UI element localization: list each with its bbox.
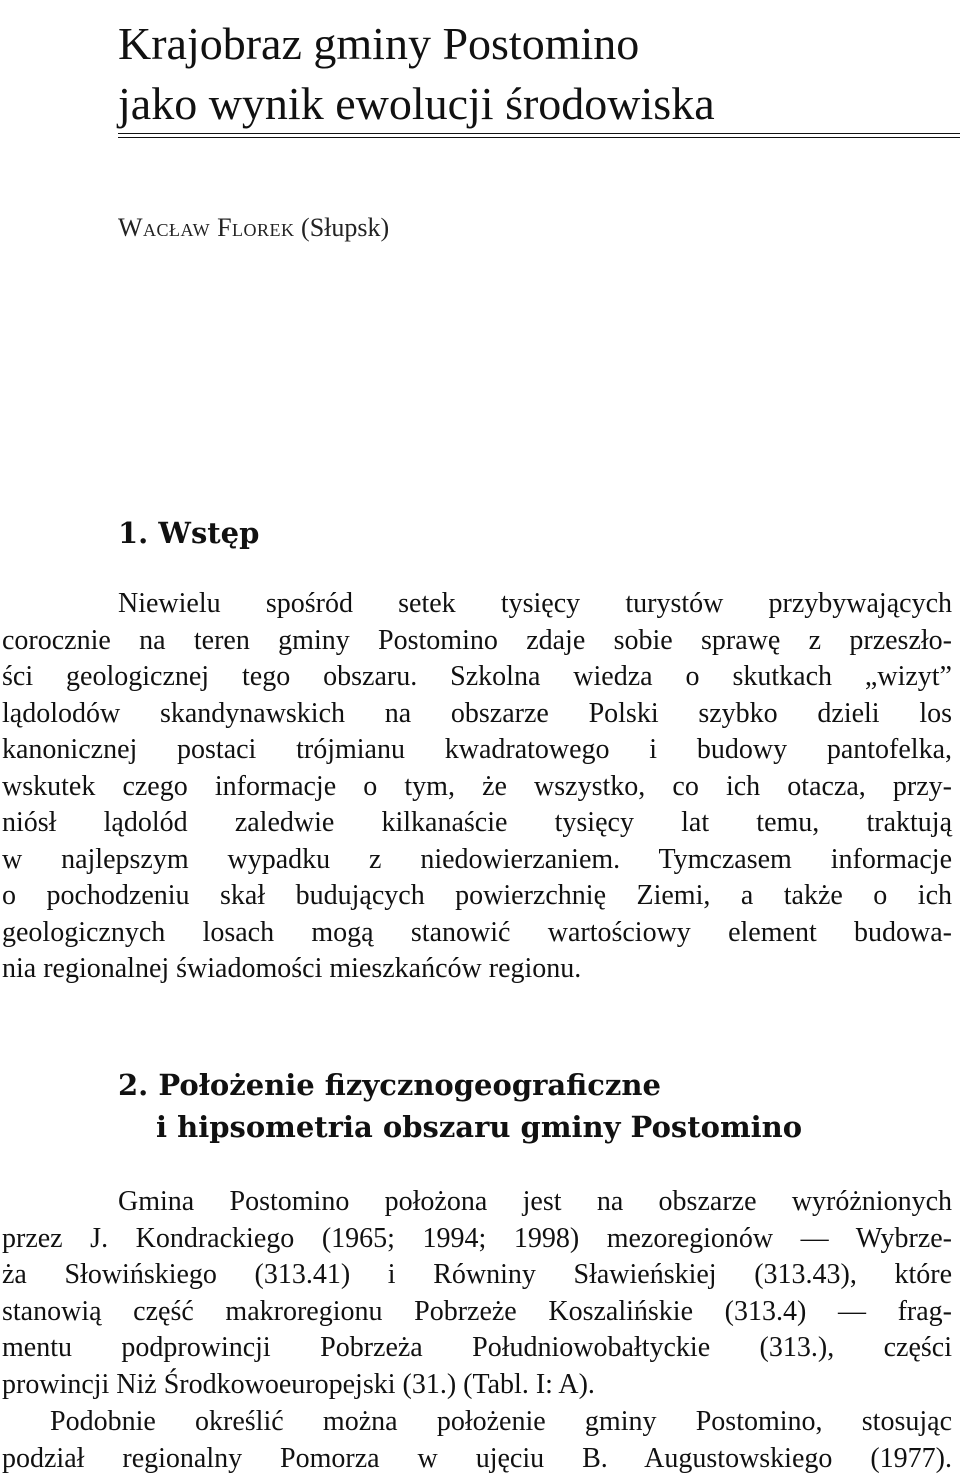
text-line: niósł lądolód zaledwie kilkanaście tysięcy lat temu, traktują	[2, 807, 952, 838]
regional-division-paragraph	[2, 1404, 952, 1477]
intro-paragraph	[2, 586, 952, 988]
text-line: wskutek czego informacje o tym, że wszystko, co ich otacza, przy-	[2, 770, 952, 802]
author-name: Wacław Florek	[118, 213, 295, 242]
title-line-1: Krajobraz gminy Postomino	[118, 18, 640, 69]
text-line: Gmina Postomino położona jest na obszarze wyróżnionych	[118, 1186, 952, 1217]
text-line: Podobnie określić można położenie gminy Postomino, stosując	[50, 1406, 952, 1437]
section-heading-line-2: i hipsometria obszaru gminy Postomino	[156, 1110, 803, 1144]
text-line: lądolodów skandynawskich na obszarze Polski szybko dzieli los	[2, 697, 952, 729]
section-heading-intro: 1. Wstęp	[118, 516, 260, 550]
section-heading-location	[118, 1064, 802, 1148]
text-line: przez J. Kondrackiego (1965; 1994; 1998) mezoregionów — Wybrze-	[2, 1222, 952, 1254]
title-rule	[118, 133, 960, 134]
text-line: nia regionalnej świadomości mieszkańców regionu.	[2, 953, 582, 984]
document-title	[118, 14, 960, 134]
location-paragraph	[2, 1184, 952, 1403]
title-rule-double	[118, 137, 960, 138]
text-line: w najlepszym wypadku z niedowierzaniem. Tymczasem informacje	[2, 843, 952, 875]
section-heading-line-1: 2. Położenie fizycznogeograficzne	[118, 1068, 661, 1102]
author-byline	[118, 208, 389, 248]
text-line: ści geologicznej tego obszaru. Szkolna wiedza o skutkach „wizyt”	[2, 661, 952, 692]
author-affiliation: (Słupsk)	[301, 213, 390, 242]
text-line: stanowią część makroregionu Pobrzeże Koszalińskie (313.4) — frag-	[2, 1295, 952, 1327]
text-line: Niewielu spośród setek tysięcy turystów przybywających	[118, 588, 952, 619]
text-line: prowincji Niż Środkowoeuropejski (31.) (Tabl. I: A).	[2, 1368, 595, 1400]
text-line: podział regionalny Pomorza w ujęciu B. Augustowskiego (1977).	[2, 1442, 952, 1474]
text-line: geologicznych losach mogą stanowić wartościowy element budowa-	[2, 916, 952, 948]
text-line: ża Słowińskiego (313.41) i Równiny Sławieńskiej (313.43), które	[2, 1259, 952, 1290]
title-line-2: jako wynik ewolucji środowiska	[118, 78, 715, 129]
text-line: mentu podprowincji Pobrzeża Południowobałtyckie (313.), części	[2, 1332, 952, 1363]
text-line: corocznie na teren gminy Postomino zdaje sobie sprawę z przeszło-	[2, 624, 952, 656]
text-line: o pochodzeniu skał budujących powierzchnię Ziemi, a także o ich	[2, 880, 952, 911]
text-line: kanonicznej postaci trójmianu kwadratowego i budowy pantofelka,	[2, 734, 952, 765]
